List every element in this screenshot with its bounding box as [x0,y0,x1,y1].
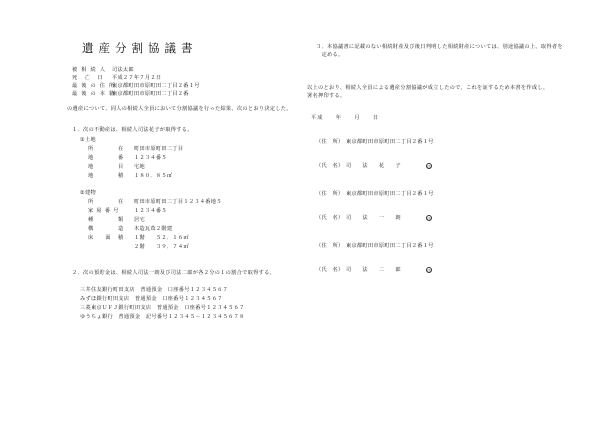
text-label: １２３４番５ [133,208,167,214]
text-label: 地 [88,173,97,179]
text-label: １階 ５２．１６㎡ [133,235,189,241]
document-title: 遺産分割協議書 [82,41,198,55]
text-label: （住 所） [316,243,344,249]
text-label: 地 [88,164,97,170]
account-line: 三菱東京ＵＦＪ銀行町田支店 普通預金 口座番号１２３４５６７ [80,305,245,311]
text-label: 居宅 [133,217,145,223]
land-row [88,155,167,162]
text-label: 町田市原町田二丁目１２３４番地５ [133,199,222,205]
closing-line: 署名押印する。 [307,93,346,99]
building-row [88,244,189,251]
text-label: 家 屋 番 号 [88,208,120,214]
text-label: 積 [118,173,127,179]
building-row [88,199,222,206]
building-row [88,235,189,242]
building-heading: ②建物 [80,190,96,196]
text-label: 宅地 [133,164,145,170]
decedent-row [72,75,161,82]
text-label: （氏 名） [316,215,344,221]
signatory-address [316,243,434,250]
building-row [88,226,172,233]
section1-heading: １．次の不動産は、相続人司法花子が取得する。 [72,127,193,133]
closing-line: 以上のとおり、相続人全員による遺産分割協議が成立したので、これを証するため本書を作成し、 [307,85,549,91]
text-label: 司 法 二 郎 [345,267,401,273]
account-line: みずほ銀行町田支店 普通預金 口座番号１２３４５６７ [80,296,223,302]
right-page [300,0,600,424]
account-line: 三井住友銀行町田支店 普通預金 口座番号１２３４５６７ [80,287,229,293]
signatory-name [316,215,401,222]
text-label: 地 [88,155,97,161]
text-label: 在 [118,146,127,152]
seal-icon: 印 [427,217,431,221]
text-label: 東京都町田市原町田二丁目２番１号 [111,83,200,89]
land-row [88,164,145,171]
text-label: 在 [118,199,127,205]
text-label: 所 [88,146,97,152]
text-label: 構 [88,226,97,232]
text-label: 司 法 一 朗 [345,215,401,221]
text-label: １２３４番５ [133,155,167,161]
text-label: 最 後 の 本 籍 [72,91,116,97]
signatory-name [316,163,401,170]
decedent-row [72,91,189,98]
signatory-address [316,139,434,146]
text-label: 造 [118,226,127,232]
text-label: 番 [118,155,127,161]
seal-icon: 印 [427,165,431,169]
text-label: 司 法 花 子 [345,163,401,169]
text-label: 司法太郎 [111,67,134,73]
text-label: 所 [88,199,97,205]
text-label: 目 [118,164,127,170]
signatory-name [316,267,401,274]
building-row [88,208,167,215]
section3-line: 定める。 [316,52,344,58]
seal-icon: 印 [427,269,431,273]
building-row [88,217,145,224]
text-label: （氏 名） [316,163,344,169]
text-label: ２階 ３９．７４㎡ [133,244,189,250]
land-row [88,146,183,153]
text-label: 東京都町田市原町田二丁目２番 [111,91,189,97]
decedent-row [72,83,200,90]
text-label: 種 [88,217,97,223]
account-line: ゆうちょ銀行 普通預金 記号番号１２３４５－１２３４５６７８ [80,314,245,320]
decedent-row [72,67,134,74]
text-label: 被 相 続 人 [72,67,107,73]
text-label: （住 所） [316,191,344,197]
section3-line: ３．本協議書に記載のない相続財産及び後日判明した相続財産については、別途協議の上、取得者を [316,44,563,50]
date-line: 平成 年 月 日 [311,115,380,121]
signatory-address [316,191,434,198]
text-label: 積 [118,235,127,241]
land-heading: ①土地 [80,137,96,143]
text-label: 類 [118,217,127,223]
text-label: 東京都町田市原町田二丁目２番１号 [345,243,434,249]
text-label: １８０．８５㎡ [133,173,173,179]
text-label: （住 所） [316,139,344,145]
text-label: 死 亡 日 [72,75,104,81]
section2-heading: ２．次の預貯金は、相続人司法一朗及び司法二郎が各２分の１の割合で取得する。 [72,270,276,276]
text-label: （氏 名） [316,267,344,273]
text-label: 床 面 [88,235,115,241]
text-label: 木造瓦葺２階建 [133,226,173,232]
intro-text: の遺産について、同人の相続人全員において分割協議を行った結果、次のとおり決定した。 [67,106,292,112]
text-label: 町田市原町田二丁目 [133,146,184,152]
text-label: 東京都町田市原町田二丁目２番１号 [345,191,434,197]
text-label: 平成２７年７月２日 [111,75,162,81]
text-label: 最 後 の 住 所 [72,83,116,89]
text-label: 東京都町田市原町田二丁目２番１号 [345,139,434,145]
land-row [88,173,172,180]
